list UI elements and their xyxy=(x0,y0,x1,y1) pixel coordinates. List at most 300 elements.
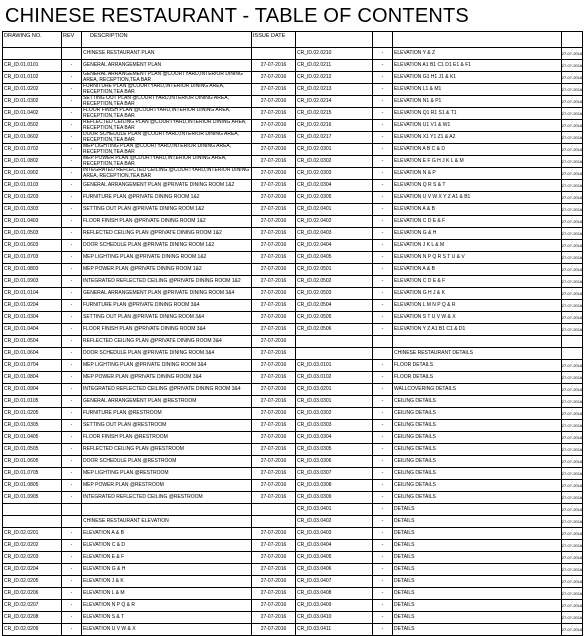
drawing-no: CR_ID.03.0410 xyxy=(296,612,373,623)
table-row xyxy=(3,180,583,192)
drawing-no: CR_ID.03.0407 xyxy=(296,576,373,587)
page-title: CHINESE RESTAURANT - TABLE OF CONTENTS xyxy=(5,5,469,27)
issue-date xyxy=(252,516,296,527)
table-row xyxy=(3,552,583,564)
rev: - xyxy=(373,540,393,551)
description: REFLECTED CEILING PLAN @PRIVATE DINING ROOM 3&4 xyxy=(82,336,252,347)
drawing-no: CR_ID.02.0401 xyxy=(296,204,373,215)
issue-date: 27-07-2016 xyxy=(562,156,583,167)
issue-date: 27-07-2016 xyxy=(252,612,296,623)
description: ELEVATION S & T xyxy=(82,612,252,623)
drawing-no xyxy=(3,516,62,527)
drawing-no: CR_ID.02.0402 xyxy=(296,216,373,227)
issue-date: 27-07-2016 xyxy=(562,612,583,623)
rev: - xyxy=(373,300,393,311)
description: DETAILS xyxy=(393,504,562,515)
description: REFLECTED CEILING PLAN @COURTYARD,INTERIOR DINING AREA, RECEPTION,TEA BAR xyxy=(82,120,252,131)
drawing-no: CR_ID.02.0213 xyxy=(296,84,373,95)
issue-date: 27-07-2016 xyxy=(252,384,296,395)
description: GENERAL ARRANGEMENT PLAN @PRIVATE DINING ROOM 1&2 xyxy=(82,180,252,191)
rev: - xyxy=(373,192,393,203)
issue-date: 27-07-2016 xyxy=(562,468,583,479)
contents-table xyxy=(2,31,583,636)
drawing-no: CR_ID.02.0403 xyxy=(296,228,373,239)
issue-date: 27-07-2016 xyxy=(252,492,296,503)
issue-date: 27-07-2016 xyxy=(562,552,583,563)
table-row xyxy=(3,168,583,180)
rev: - xyxy=(62,576,82,587)
description: FLOOR DETAILS xyxy=(393,360,562,371)
description: DETAILS xyxy=(393,552,562,563)
rev: - xyxy=(373,132,393,143)
rev: - xyxy=(373,108,393,119)
rev: - xyxy=(62,600,82,611)
description: ELEVATION C & D xyxy=(82,540,252,551)
table-row xyxy=(3,408,583,420)
drawing-no: CR_ID.03.0304 xyxy=(296,432,373,443)
rev: - xyxy=(62,384,82,395)
drawing-no: CR_ID.01.0602 xyxy=(3,132,62,143)
drawing-no: CR_ID.01.0505 xyxy=(3,444,62,455)
header-rev: REV xyxy=(62,32,82,47)
drawing-no: CR_ID.02.0214 xyxy=(296,96,373,107)
description: ELEVATION A & B xyxy=(82,528,252,539)
rev: - xyxy=(373,504,393,515)
rev: - xyxy=(62,348,82,359)
description: CEILING DETAILS xyxy=(393,492,562,503)
rev: - xyxy=(62,252,82,263)
table-row xyxy=(3,528,583,540)
drawing-no: CR_ID.01.0502 xyxy=(3,120,62,131)
drawing-no: CR_ID.01.0403 xyxy=(3,216,62,227)
rev xyxy=(62,516,82,527)
table-row xyxy=(3,588,583,600)
table-row xyxy=(3,288,583,300)
rev xyxy=(62,48,82,59)
drawing-no: CR_ID.02.0207 xyxy=(3,600,62,611)
issue-date: 27-07-2016 xyxy=(252,600,296,611)
issue-date: 27-07-2016 xyxy=(562,96,583,107)
issue-date: 27-07-2016 xyxy=(562,108,583,119)
issue-date: 27-07-2016 xyxy=(562,192,583,203)
table-row xyxy=(3,516,583,528)
issue-date: 27-07-2016 xyxy=(562,420,583,431)
description: CEILING DETAILS xyxy=(393,420,562,431)
table-row xyxy=(3,144,583,156)
rev: - xyxy=(373,96,393,107)
rev: - xyxy=(373,72,393,83)
description: MEP LIGHTING PLAN @PRIVATE DINING ROOM 3&4 xyxy=(82,360,252,371)
drawing-no: CR_ID.03.0308 xyxy=(296,480,373,491)
rev: - xyxy=(373,600,393,611)
issue-date: 27-07-2016 xyxy=(562,456,583,467)
table-row xyxy=(3,228,583,240)
issue-date: 27-07-2016 xyxy=(252,120,296,131)
issue-date: 27-07-2016 xyxy=(562,384,583,395)
drawing-no: CR_ID.03.0303 xyxy=(296,420,373,431)
drawing-no xyxy=(3,48,62,59)
description: ELEVATION Q R S & T xyxy=(393,180,562,191)
description: ELEVATION G H J & K xyxy=(393,288,562,299)
issue-date: 27-07-2016 xyxy=(252,180,296,191)
issue-date: 27-07-2016 xyxy=(252,480,296,491)
issue-date: 27-07-2016 xyxy=(562,564,583,575)
description: DETAILS xyxy=(393,528,562,539)
rev: - xyxy=(373,60,393,71)
issue-date: 27-07-2016 xyxy=(562,480,583,491)
rev: - xyxy=(62,492,82,503)
header-drawing-no-right xyxy=(296,32,373,47)
issue-date: 27-07-2016 xyxy=(252,624,296,635)
description: DOOR SCHEDULE PLAN @PRIVATE DINING ROOM 1&2 xyxy=(82,240,252,251)
description: SETTING OUT PLAN @PRIVATE DINING ROOM 3&4 xyxy=(82,312,252,323)
table-row xyxy=(3,312,583,324)
rev: - xyxy=(62,420,82,431)
description: ELEVATION N P Q & R xyxy=(82,600,252,611)
issue-date: 27-07-2016 xyxy=(562,240,583,251)
description: ELEVATION A & B xyxy=(393,264,562,275)
rev: - xyxy=(62,468,82,479)
issue-date: 27-07-2016 xyxy=(562,168,583,179)
issue-date: 27-07-2016 xyxy=(252,576,296,587)
description: ELEVATION A B C & D xyxy=(393,144,562,155)
description: FURNITURE PLAN @PRIVATE DINING ROOM 1&2 xyxy=(82,192,252,203)
description: MEP LIGHTING PLAN @PRIVATE DINING ROOM 1&2 xyxy=(82,252,252,263)
drawing-no: CR_ID.02.0304 xyxy=(296,180,373,191)
rev: - xyxy=(373,576,393,587)
description: CEILING DETAILS xyxy=(393,408,562,419)
description: MEP LIGHTING PLAN @COURTYARD,INTERIOR DINING AREA, RECEPTION,TEA BAR xyxy=(82,144,252,155)
rev: - xyxy=(62,168,82,179)
issue-date: 27-07-2016 xyxy=(252,564,296,575)
rev: - xyxy=(373,312,393,323)
description: MEP POWER PLAN @COURTYARD,INTERIOR DINING AREA, RECEPTION,TEA BAR xyxy=(82,156,252,167)
description: MEP POWER PLAN @PRIVATE DINING ROOM 1&2 xyxy=(82,264,252,275)
description: GENERAL ARRANGEMENT PLAN @COURTYARD,INTERIOR DINING AREA, RECEPTION,TEA BAR xyxy=(82,72,252,83)
description: MEP POWER PLAN @PRIVATE DINING ROOM 3&4 xyxy=(82,372,252,383)
issue-date: 27-07-2016 xyxy=(562,444,583,455)
issue-date: 27-07-2016 xyxy=(252,420,296,431)
drawing-no: CR_ID.01.0304 xyxy=(3,312,62,323)
issue-date: 27-07-2016 xyxy=(562,372,583,383)
drawing-no: CR_ID.02.0217 xyxy=(296,132,373,143)
rev: - xyxy=(62,336,82,347)
issue-date: 27-07-2016 xyxy=(252,336,296,347)
issue-date: 27-07-2016 xyxy=(252,540,296,551)
description: DETAILS xyxy=(393,624,562,635)
drawing-no: CR_ID.02.0201 xyxy=(3,528,62,539)
description: ELEVATION A1 B1 C1 D1 E1 & F1 xyxy=(393,60,562,71)
description: SETTING OUT PLAN @RESTROOM xyxy=(82,420,252,431)
table-row xyxy=(3,468,583,480)
drawing-no: CR_ID.02.0209 xyxy=(3,624,62,635)
rev: - xyxy=(62,372,82,383)
rev: - xyxy=(62,96,82,107)
table-row xyxy=(3,456,583,468)
table-row xyxy=(3,264,583,276)
rev: - xyxy=(373,588,393,599)
issue-date: 27-07-2016 xyxy=(562,300,583,311)
table-row xyxy=(3,348,583,360)
description: CEILING DETAILS xyxy=(393,468,562,479)
issue-date: 27-07-2016 xyxy=(562,60,583,71)
drawing-no: CR_ID.01.0504 xyxy=(3,336,62,347)
description: ELEVATION G & H xyxy=(393,228,562,239)
issue-date: 27-07-2016 xyxy=(252,312,296,323)
table-row xyxy=(3,84,583,96)
description: SETTING OUT PLAN @COURTYARD,INTERIOR DINING AREA, RECEPTION,TEA BAR xyxy=(82,96,252,107)
table-row xyxy=(3,252,583,264)
drawing-no: CR_ID.01.0103 xyxy=(3,180,62,191)
issue-date: 27-07-2016 xyxy=(252,276,296,287)
rev: - xyxy=(62,72,82,83)
drawing-no: CR_ID.03.0102 xyxy=(296,372,373,383)
description: CEILING DETAILS xyxy=(393,456,562,467)
drawing-no xyxy=(296,348,373,359)
table-row xyxy=(3,600,583,612)
drawing-no: CR_ID.02.0305 xyxy=(296,192,373,203)
drawing-no: CR_ID.02.0204 xyxy=(3,564,62,575)
issue-date: 27-07-2016 xyxy=(562,516,583,527)
drawing-no: CR_ID.02.0210 xyxy=(296,48,373,59)
drawing-no: CR_ID.03.0408 xyxy=(296,588,373,599)
rev: - xyxy=(62,408,82,419)
drawing-no: CR_ID.02.0302 xyxy=(296,156,373,167)
description: ELEVATION Y & Z xyxy=(393,48,562,59)
drawing-no: CR_ID.03.0305 xyxy=(296,444,373,455)
issue-date: 27-07-2016 xyxy=(562,624,583,635)
drawing-no: CR_ID.02.0216 xyxy=(296,120,373,131)
drawing-no: CR_ID.02.0505 xyxy=(296,312,373,323)
issue-date: 27-07-2016 xyxy=(252,552,296,563)
issue-date: 27-07-2016 xyxy=(252,264,296,275)
issue-date: 27-07-2016 xyxy=(562,276,583,287)
drawing-no: CR_ID.01.0402 xyxy=(3,108,62,119)
rev: - xyxy=(62,552,82,563)
drawing-no: CR_ID.03.0309 xyxy=(296,492,373,503)
table-row xyxy=(3,420,583,432)
description: DOOR SCHEDULE PLAN @PRIVATE DINING ROOM 3&4 xyxy=(82,348,252,359)
rev: - xyxy=(373,456,393,467)
table-row xyxy=(3,324,583,336)
drawing-no: CR_ID.01.0803 xyxy=(3,264,62,275)
description: GENERAL ARRANGEMENT PLAN @RESTROOM xyxy=(82,396,252,407)
table-row xyxy=(3,396,583,408)
description: ELEVATION A & B xyxy=(393,204,562,215)
description: CEILING DETAILS xyxy=(393,432,562,443)
issue-date: 27-07-2016 xyxy=(252,72,296,83)
rev: - xyxy=(373,564,393,575)
table-row xyxy=(3,108,583,120)
drawing-no xyxy=(296,336,373,347)
description: INTEGRATED REFLECTED CEILING @RESTROOM xyxy=(82,492,252,503)
description: ELEVATION U V W & X xyxy=(82,624,252,635)
description: CEILING DETAILS xyxy=(393,444,562,455)
rev: - xyxy=(373,204,393,215)
drawing-no: CR_ID.01.0902 xyxy=(3,168,62,179)
issue-date: 27-07-2016 xyxy=(252,288,296,299)
header-rev-right xyxy=(373,32,393,47)
description: CEILING DETAILS xyxy=(393,396,562,407)
rev: - xyxy=(62,156,82,167)
table-row xyxy=(3,624,583,636)
description: WALLCOVERING DETAILS xyxy=(393,384,562,395)
rev: - xyxy=(62,588,82,599)
drawing-no: CR_ID.02.0405 xyxy=(296,252,373,263)
rev: - xyxy=(373,276,393,287)
issue-date: 27-07-2016 xyxy=(252,240,296,251)
drawing-no: CR_ID.02.0215 xyxy=(296,108,373,119)
rev: - xyxy=(62,624,82,635)
issue-date: 27-07-2016 xyxy=(562,264,583,275)
description: ELEVATION G & H xyxy=(82,564,252,575)
table-header-row xyxy=(3,32,583,48)
drawing-no: CR_ID.02.0208 xyxy=(3,612,62,623)
rev: - xyxy=(373,624,393,635)
description: ELEVATION E & F xyxy=(82,552,252,563)
drawing-no: CR_ID.01.0405 xyxy=(3,432,62,443)
description: DOOR SCHEDULE PLAN @COURTYARD,INTERIOR DINING AREA, RECEPTION,TEA BAR xyxy=(82,132,252,143)
issue-date: 27-07-2016 xyxy=(252,204,296,215)
rev xyxy=(62,504,82,515)
issue-date: 27-07-2016 xyxy=(252,156,296,167)
rev: - xyxy=(373,516,393,527)
drawing-no: CR_ID.01.0804 xyxy=(3,372,62,383)
issue-date: 27-07-2016 xyxy=(252,588,296,599)
rev: - xyxy=(373,468,393,479)
rev: - xyxy=(62,264,82,275)
description: ELEVATION L1 & M1 xyxy=(393,84,562,95)
issue-date: 27-07-2016 xyxy=(252,444,296,455)
issue-date: 27-07-2016 xyxy=(562,432,583,443)
description: FURNITURE PLAN @RESTROOM xyxy=(82,408,252,419)
issue-date: 27-07-2016 xyxy=(252,300,296,311)
rev: - xyxy=(62,120,82,131)
drawing-no: CR_ID.01.0604 xyxy=(3,348,62,359)
issue-date: 27-07-2016 xyxy=(562,204,583,215)
table-row xyxy=(3,48,583,60)
table-row xyxy=(3,612,583,624)
description: ELEVATION E F G H J K L & M xyxy=(393,156,562,167)
rev: - xyxy=(62,360,82,371)
issue-date xyxy=(562,336,583,347)
rev: - xyxy=(373,396,393,407)
description: DETAILS xyxy=(393,564,562,575)
table-row xyxy=(3,492,583,504)
issue-date: 27-07-2016 xyxy=(252,252,296,263)
drawing-no: CR_ID.03.0101 xyxy=(296,360,373,371)
drawing-no: CR_ID.02.0211 xyxy=(296,60,373,71)
description: ELEVATION U1 V1 & W1 xyxy=(393,120,562,131)
drawing-no: CR_ID.01.0702 xyxy=(3,144,62,155)
rev: - xyxy=(373,552,393,563)
drawing-no: CR_ID.02.0404 xyxy=(296,240,373,251)
header-drawing-no: DRAWING NO. xyxy=(3,32,62,47)
description: FLOOR FINISH PLAN @PRIVATE DINING ROOM 3&4 xyxy=(82,324,252,335)
table-row xyxy=(3,132,583,144)
rev: - xyxy=(62,324,82,335)
issue-date: 27-07-2016 xyxy=(562,540,583,551)
rev: - xyxy=(62,132,82,143)
drawing-no: CR_ID.03.0409 xyxy=(296,600,373,611)
table-row xyxy=(3,156,583,168)
table-row xyxy=(3,360,583,372)
rev: - xyxy=(62,300,82,311)
drawing-no: CR_ID.01.0203 xyxy=(3,192,62,203)
table-row xyxy=(3,372,583,384)
drawing-no: CR_ID.03.0302 xyxy=(296,408,373,419)
issue-date: 27-07-2016 xyxy=(562,588,583,599)
description: ELEVATION U V W X Y Z A1 & B1 xyxy=(393,192,562,203)
drawing-no: CR_ID.03.0306 xyxy=(296,456,373,467)
rev: - xyxy=(62,456,82,467)
rev: - xyxy=(62,180,82,191)
rev: - xyxy=(373,216,393,227)
description: ELEVATION C D E & F xyxy=(393,276,562,287)
rev xyxy=(373,348,393,359)
rev: - xyxy=(62,528,82,539)
rev: - xyxy=(62,204,82,215)
rev xyxy=(373,336,393,347)
issue-date: 27-07-2016 xyxy=(252,528,296,539)
description: DETAILS xyxy=(393,540,562,551)
description: MEP LIGHTING PLAN @RESTROOM xyxy=(82,468,252,479)
drawing-no: CR_ID.01.0104 xyxy=(3,288,62,299)
description: FLOOR FINISH PLAN @COURTYARD,INTERIOR DINING AREA, RECEPTION,TEA BAR xyxy=(82,108,252,119)
drawing-no: CR_ID.01.0303 xyxy=(3,204,62,215)
table-row xyxy=(3,240,583,252)
issue-date: 27-07-2016 xyxy=(562,576,583,587)
issue-date xyxy=(252,48,296,59)
table-row xyxy=(3,276,583,288)
issue-date: 27-07-2016 xyxy=(252,168,296,179)
issue-date: 27-07-2016 xyxy=(562,324,583,335)
drawing-no: CR_ID.02.0303 xyxy=(296,168,373,179)
table-row xyxy=(3,480,583,492)
table-row xyxy=(3,300,583,312)
drawing-no: CR_ID.03.0405 xyxy=(296,552,373,563)
rev: - xyxy=(373,360,393,371)
drawing-no: CR_ID.01.0703 xyxy=(3,252,62,263)
issue-date: 27-07-2016 xyxy=(252,144,296,155)
description: CEILING DETAILS xyxy=(393,480,562,491)
table-row xyxy=(3,432,583,444)
issue-date: 27-07-2016 xyxy=(562,504,583,515)
drawing-no: CR_ID.01.0705 xyxy=(3,468,62,479)
description: ELEVATION X1 Y1 Z1 & A2 xyxy=(393,132,562,143)
drawing-no: CR_ID.01.0205 xyxy=(3,408,62,419)
rev: - xyxy=(373,156,393,167)
description: DOOR SCHEDULE PLAN @RESTROOM xyxy=(82,456,252,467)
description: CHINESE RESTAURANT ELEVATION xyxy=(82,516,252,527)
drawing-no: CR_ID.03.0401 xyxy=(296,504,373,515)
issue-date: 27-07-2016 xyxy=(562,408,583,419)
rev: - xyxy=(373,492,393,503)
description: ELEVATION S T U V W & X xyxy=(393,312,562,323)
rev: - xyxy=(62,276,82,287)
rev: - xyxy=(62,480,82,491)
issue-date: 27-07-2016 xyxy=(252,408,296,419)
drawing-no: CR_ID.02.0506 xyxy=(296,324,373,335)
drawing-no: CR_ID.02.0212 xyxy=(296,72,373,83)
drawing-no: CR_ID.03.0403 xyxy=(296,528,373,539)
drawing-no: CR_ID.01.0305 xyxy=(3,420,62,431)
description: CHINESE RESTAURANT DETAILS xyxy=(393,348,562,359)
table-row xyxy=(3,444,583,456)
issue-date: 27-07-2016 xyxy=(252,324,296,335)
drawing-no: CR_ID.01.0101 xyxy=(3,60,62,71)
rev: - xyxy=(62,228,82,239)
